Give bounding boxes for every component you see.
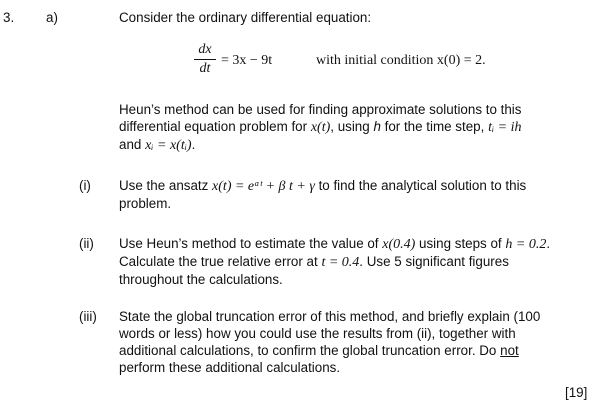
subpart-ii-line-2 [119,253,589,271]
subpart-text: Calculate the true relative error at [119,254,322,269]
heun-line-3 [119,136,589,154]
subpart-ii-label: (ii) [79,236,94,251]
subpart-ii-line-3: throughout the calculations. [119,272,283,287]
subpart-text: . Use 5 significant figures [359,254,509,269]
subpart-text: using steps of [415,236,506,251]
question-number: 3. [3,10,15,25]
math-ansatz: x(t) = eᵅᵗ + β t + γ [212,179,315,194]
marks-total: [19] [565,385,588,400]
subpart-text: Use the ansatz [119,178,213,193]
fraction-denominator: dt [199,61,211,76]
math-h-value: h = 0.2 [505,237,547,252]
subpart-i-label: (i) [79,178,91,193]
subpart-text: to find the analytical solution to this [314,178,527,193]
fraction-bar [194,59,216,60]
subpart-iii-line-1: State the global truncation error of this method, and briefly explain (100 [119,309,541,324]
heun-line-1: Heun’s method can be used for finding approximate solutions to this [119,102,522,117]
subpart-iii-line-2: words or less) how you could use the results from (ii), together with [119,326,516,341]
subpart-text: additional calculations, to confirm the global truncation error. Do [119,343,497,358]
subpart-iii-line-3 [119,342,589,359]
fraction-numerator: dx [198,42,212,57]
math-h: h [373,119,381,134]
subpart-ii-line-1 [119,235,589,253]
part-label: a) [46,10,58,25]
subpart-ii-text [119,235,589,288]
subpart-iii-line-4: perform these additional calculations. [119,360,341,375]
math-x-of-t: x(t) [310,120,331,135]
heun-paragraph [119,101,589,154]
initial-condition: with initial condition x(0) = 2. [316,53,486,68]
math-x-04: x(0.4) [382,237,416,252]
equation-rhs: = 3x − 9t [221,53,273,68]
heun-text: and [119,137,146,152]
subpart-iii-label: (iii) [79,309,97,324]
subpart-text: . [546,236,551,251]
subpart-i-line-2: problem. [119,196,172,211]
math-xi: xᵢ = x(tᵢ) [145,138,192,153]
intro-text: Consider the ordinary differential equation: [119,10,372,25]
derivative-fraction [194,42,216,77]
heun-text: . [191,137,196,152]
subpart-i-text [119,177,589,212]
heun-line-2 [119,118,589,136]
heun-text: for the time step, [380,119,489,134]
subpart-iii-text [119,308,589,376]
heun-text: differential equation problem for [119,119,311,134]
math-t-value: t = 0.4 [321,255,360,270]
subpart-text: Use Heun’s method to estimate the value of [119,236,383,251]
subpart-i-line-1 [119,177,589,195]
emphasis-not: not [500,343,519,358]
math-ti: tᵢ = ih [488,120,522,135]
heun-text: , using [330,119,374,134]
